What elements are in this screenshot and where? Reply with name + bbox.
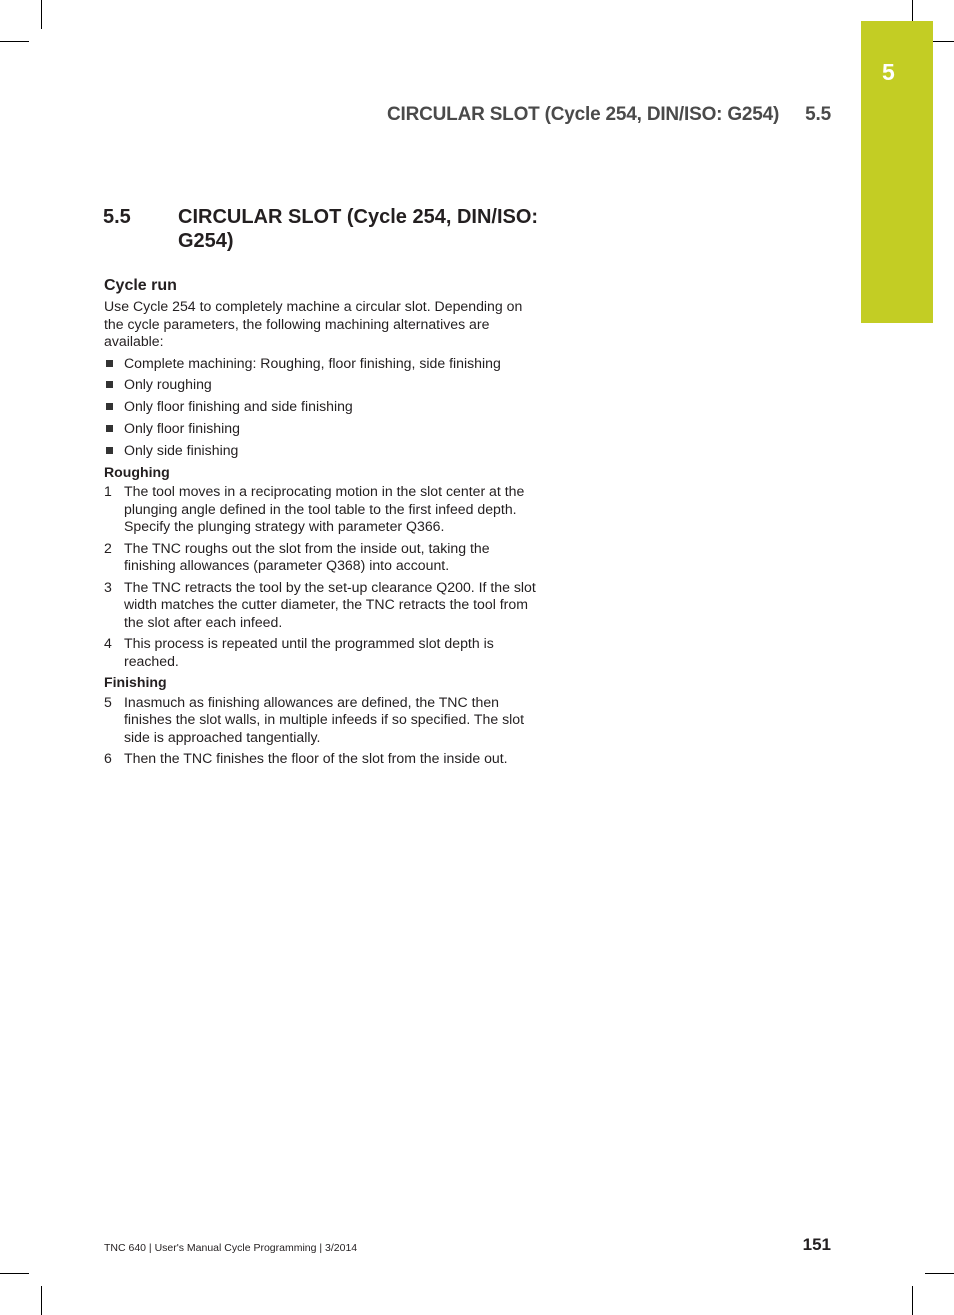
step-number: 3 <box>104 578 112 595</box>
running-head-section: 5.5 <box>805 104 831 125</box>
step-item <box>104 483 536 536</box>
step-text: The tool moves in a reciprocating motion in the slot center at the plunging angle defined in the tool table to the first infeed depth. Specify the plunging strategy with parameter Q366. <box>124 483 525 535</box>
list-item <box>104 355 536 373</box>
list-item <box>104 376 536 394</box>
running-head <box>387 104 831 126</box>
roughing-heading: Roughing <box>104 463 170 480</box>
step-number: 5 <box>104 693 112 710</box>
chapter-tab <box>861 21 933 323</box>
square-bullet-icon <box>106 403 113 410</box>
main-content <box>104 276 536 772</box>
page-number: 151 <box>802 1235 831 1254</box>
roughing-steps <box>104 483 536 670</box>
step-item <box>104 540 536 575</box>
footer-text: TNC 640 | User's Manual Cycle Programming | 3/2014 <box>104 1242 358 1254</box>
list-item-text: Only floor finishing <box>124 420 240 437</box>
crop-mark-bottom-right-horizontal <box>925 1273 954 1274</box>
square-bullet-icon <box>106 425 113 432</box>
list-item <box>104 442 536 460</box>
step-text: Inasmuch as finishing allowances are defined, the TNC then finishes the slot walls, in multiple infeeds if so specified. The slot side is approached tangentially. <box>124 693 525 745</box>
step-number: 1 <box>104 483 112 500</box>
step-number: 2 <box>104 539 112 556</box>
step-item <box>104 635 536 670</box>
crop-mark-top-right-horizontal <box>933 41 954 42</box>
crop-mark-top-left-horizontal <box>0 41 29 42</box>
section-number: 5.5 <box>103 206 131 228</box>
cycle-run-heading: Cycle run <box>104 277 177 294</box>
section-heading <box>103 205 563 253</box>
list-item <box>104 420 536 438</box>
step-text: The TNC retracts the tool by the set-up clearance Q200. If the slot width matches the cutter diameter, the TNC retracts the tool from the slot after each infeed. <box>124 578 536 630</box>
crop-mark-top-right-vertical <box>912 0 913 21</box>
list-item <box>104 398 536 416</box>
square-bullet-icon <box>106 381 113 388</box>
crop-mark-bottom-left-horizontal <box>0 1273 29 1274</box>
list-item-text: Only side finishing <box>124 442 239 459</box>
step-text: This process is repeated until the programmed slot depth is reached. <box>124 635 494 669</box>
list-item-text: Only roughing <box>124 376 212 393</box>
step-number: 6 <box>104 750 112 767</box>
step-text: Then the TNC finishes the floor of the slot from the inside out. <box>124 750 508 767</box>
square-bullet-icon <box>106 447 113 454</box>
crop-mark-top-left-vertical <box>41 0 42 29</box>
section-title: CIRCULAR SLOT (Cycle 254, DIN/ISO: G254) <box>178 206 539 252</box>
finishing-steps <box>104 694 536 768</box>
step-number: 4 <box>104 635 112 652</box>
crop-mark-bottom-left-vertical <box>41 1286 42 1315</box>
cycle-run-intro: Use Cycle 254 to completely machine a circular slot. Depending on the cycle parameters, the following machining alternatives are available: <box>104 298 523 349</box>
square-bullet-icon <box>106 360 113 367</box>
list-item-text: Only floor finishing and side finishing <box>124 398 353 415</box>
step-item <box>104 579 536 632</box>
step-item <box>104 694 536 747</box>
crop-mark-bottom-right-vertical <box>912 1286 913 1315</box>
finishing-heading: Finishing <box>104 674 167 691</box>
list-item-text: Complete machining: Roughing, floor finishing, side finishing <box>124 354 501 371</box>
alternatives-list <box>104 355 536 460</box>
chapter-number: 5 <box>882 59 895 85</box>
step-item <box>104 750 536 768</box>
step-text: The TNC roughs out the slot from the inside out, taking the finishing allowances (parameter Q368) into account. <box>124 539 490 574</box>
running-head-title: CIRCULAR SLOT (Cycle 254, DIN/ISO: G254) <box>387 104 780 125</box>
